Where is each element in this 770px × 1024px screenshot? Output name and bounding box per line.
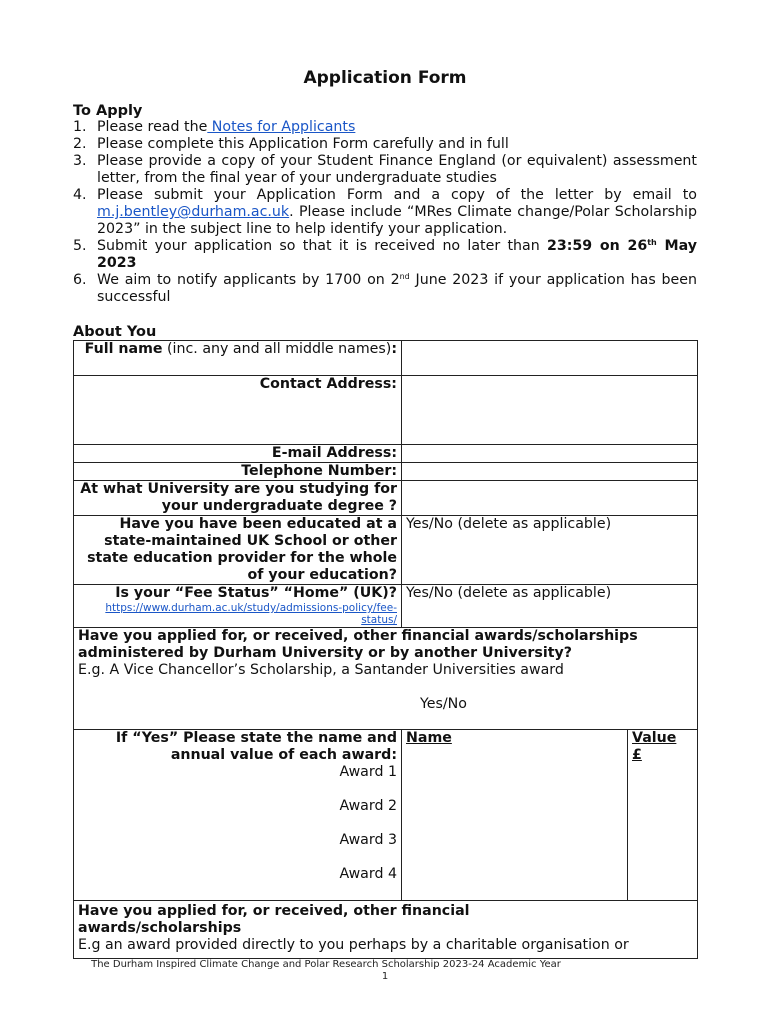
about-you-heading: About You [73, 324, 157, 340]
list-item: 3. Please provide a copy of your Student Finance England (or equivalent) assessment letter, from the final year of your undergraduate studies [73, 153, 697, 186]
award-value-column[interactable] [628, 730, 698, 901]
list-item: 2. Please complete this Application Form carefully and in full [73, 136, 509, 152]
email-field[interactable] [402, 445, 698, 463]
list-item: 6. We aim to notify applicants by 1700 on 2nd June 2023 if your application has been successful [73, 272, 697, 305]
page-title: Application Form [303, 68, 467, 88]
awards-yes-no[interactable]: Yes/No [420, 696, 467, 712]
list-item: 1. Please read the Notes for Applicants [73, 119, 356, 135]
fee-status-link[interactable]: https://www.durham.ac.uk/study/admissions-policy/fee-status/ [105, 602, 397, 626]
page-footer [0, 959, 770, 983]
value-currency: £ [632, 747, 642, 763]
list-item: 5. Submit your application so that it is received no later than 23:59 on 26th May 2023 [73, 238, 697, 271]
name-header: Name [406, 730, 452, 746]
apply-steps-list [73, 119, 697, 306]
about-you-table [73, 340, 698, 959]
telephone-field[interactable] [402, 463, 698, 481]
value-header: Value [632, 730, 677, 746]
award-3-label: Award 3 [339, 832, 397, 848]
if-yes-label: If “Yes” Please state the name and annual value of each award: Award 1 Award 2 Award 3 Award 4 [74, 730, 402, 901]
full-name-field[interactable] [402, 341, 698, 376]
email-label: E-mail Address: [74, 445, 402, 463]
fee-status-answer[interactable]: Yes/No (delete as applicable) [402, 585, 698, 628]
university-field[interactable] [402, 481, 698, 516]
contact-address-label: Contact Address: [74, 376, 402, 445]
contact-address-field[interactable] [402, 376, 698, 445]
notes-for-applicants-link[interactable]: Notes for Applicants [207, 119, 356, 135]
to-apply-heading: To Apply [73, 103, 143, 119]
footer-text: The Durham Inspired Climate Change and Polar Research Scholarship 2023-24 Academic Year [91, 959, 561, 970]
fee-status-label: Is your “Fee Status” “Home” (UK)? https://www.durham.ac.uk/study/admissions-policy/fee-status/ [74, 585, 402, 628]
award-4-label: Award 4 [339, 866, 397, 882]
award-name-column[interactable] [402, 730, 628, 901]
other-awards-question: Have you applied for, or received, other financial awards/scholarships administered by Durham University or by another University? E.g. A Vice Chancellor’s Scholarship, a Santander Universities award Yes/No [74, 628, 698, 730]
telephone-label: Telephone Number: [74, 463, 402, 481]
award-1-label: Award 1 [339, 764, 397, 780]
award-2-label: Award 2 [339, 798, 397, 814]
other-financial-awards-question: Have you applied for, or received, other financial awards/scholarships E.g an award provided directly to you perhaps by a charitable organisation or [74, 901, 698, 959]
full-name-label: Full name (inc. any and all middle names): [74, 341, 402, 376]
list-item: 4. Please submit your Application Form and a copy of the letter by email to m.j.bentley@durham.ac.uk. Please include “MRes Climate change/Polar Scholarship 2023” in the subject line to help identify your application. [73, 187, 697, 237]
page-number: 1 [381, 971, 389, 982]
email-link[interactable]: m.j.bentley@durham.ac.uk [97, 204, 290, 220]
state-school-answer[interactable]: Yes/No (delete as applicable) [402, 516, 698, 585]
university-label: At what University are you studying for your undergraduate degree ? [74, 481, 402, 516]
state-school-label: Have you have been educated at a state-maintained UK School or other state education provider for the whole of your education? [74, 516, 402, 585]
